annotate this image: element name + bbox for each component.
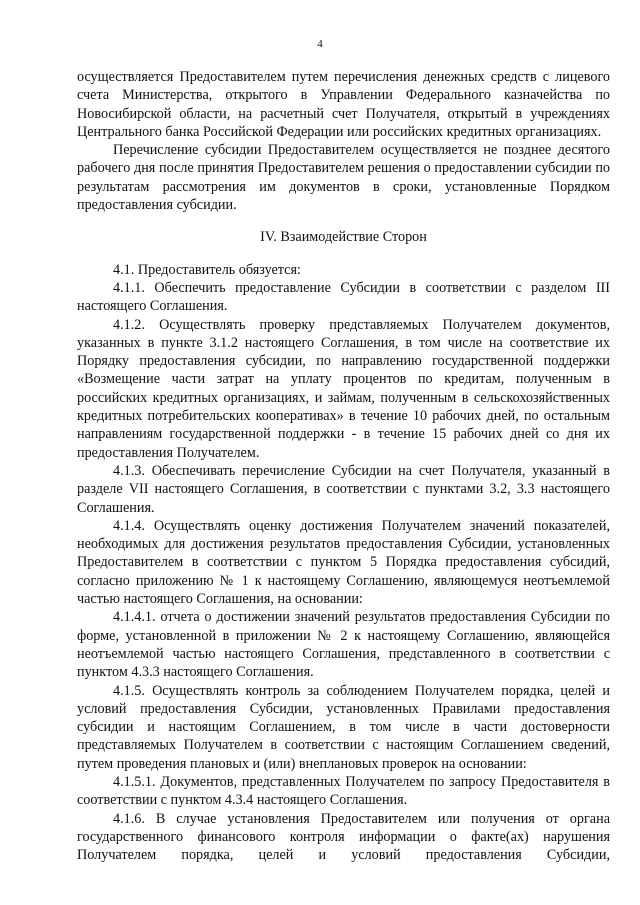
paragraph: 4.1.5.1. Документов, представленных Получателем по запросу Предоставителя в соответствии с пунктом 4.3.4 настоящего Соглашения. [77, 773, 610, 809]
paragraph: 4.1.6. В случае установления Предоставителем или получения от органа государственного финансового контроля информации о факте(ах) нарушения Получателем порядка, целей и условий предоставления Субсидии, [77, 810, 610, 864]
paragraph: осуществляется Предоставителем путем перечисления денежных средств с лицевого счета Министерства, открытого в Управлении Федерального казначейства по Новосибирской области, на расчетный счет Получателя, открытый в учреждениях Центрального банка Российской Федерации или российских кредитных организациях. [77, 69, 610, 140]
paragraph: Перечисление субсидии Предоставителем осуществляется не позднее десятого рабочего дня после принятия Предоставителем решения о предоставлении субсидии по результатам рассмотрения им документов в сроки, установленные Порядком предоставления субсидии. [77, 142, 610, 214]
paragraph: 4.1.4. Осуществлять оценку достижения Получателем значений показателей, необходимых для достижения результатов предоставления Субсидии, установленных Предоставителем в соответствии с пунктом 5 Порядка предоставления субсидий, согласно приложению № 1 к настоящему Соглашению, являющемуся неотъемлемой частью настоящего Соглашения, на основании: [77, 517, 610, 608]
section-heading: IV. Взаимодействие Сторон [260, 229, 427, 246]
paragraph: 4.1.2. Осуществлять проверку представляемых Получателем документов, указанных в пункте 3.1.2 настоящего Соглашения, в том числе на соответствие их Порядку предоставления субсидии, по направлению государственной поддержки «Возмещение части затрат на уплату процентов по кредитам, полученным в российских кредитных организациях, и займам, полученным в сельскохозяйственных кредитных потребительских кооперативах» в течение 10 рабочих дней, по остальным направлениям государственной поддержки - в течение 15 рабочих дней со дня их предоставления Получателем. [77, 316, 610, 461]
paragraph: 4.1.5. Осуществлять контроль за соблюдением Получателем порядка, целей и условий предоставления Субсидии, установленных Правилами предоставления субсидии и настоящим Соглашением, в том числе в части достоверности представляемых Получателем в соответствии с настоящим Соглашением сведений, путем проведения плановых и (или) внеплановых проверок на основании: [77, 682, 610, 772]
paragraph: 4.1.3. Обеспечивать перечисление Субсидии на счет Получателя, указанный в разделе VII настоящего Соглашения, в соответствии с пунктами 3.2, 3.3 настоящего Соглашения. [77, 462, 610, 516]
paragraph: 4.1.1. Обеспечить предоставление Субсидии в соответствии с разделом III настоящего Соглашения. [77, 279, 610, 315]
paragraph: 4.1.4.1. отчета о достижении значений результатов предоставления Субсидии по форме, установленной в приложении № 2 к настоящему Соглашению, являющейся неотъемлемой частью настоящего Соглашения, представленного в соответствии с пунктом 4.3.3 настоящего Соглашения. [77, 609, 610, 681]
paragraphs-after-heading [77, 261, 610, 865]
page-number: 4 [317, 38, 323, 50]
paragraph: 4.1. Предоставитель обязуется: [113, 261, 301, 278]
paragraphs-before-heading [77, 68, 610, 214]
document-body [77, 68, 610, 864]
